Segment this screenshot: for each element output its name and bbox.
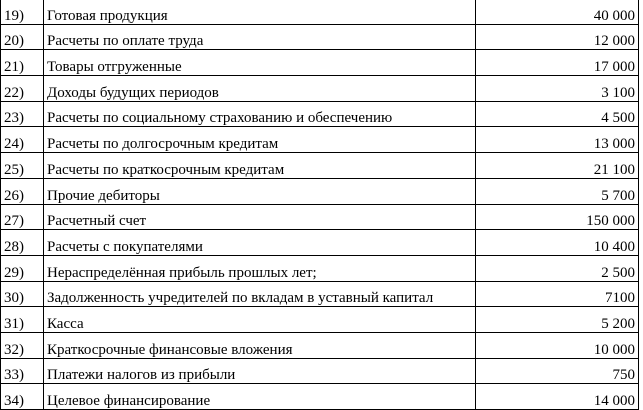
account-amount: 12 000	[476, 24, 639, 50]
row-number: 19)	[1, 0, 44, 24]
row-number: 25)	[1, 153, 44, 179]
account-amount: 21 100	[476, 153, 639, 179]
account-amount: 5 700	[476, 178, 639, 204]
row-number: 27)	[1, 204, 44, 230]
row-number: 31)	[1, 307, 44, 333]
account-name: Прочие дебиторы	[44, 178, 476, 204]
row-number: 26)	[1, 178, 44, 204]
account-amount: 10 400	[476, 230, 639, 256]
account-amount: 2 500	[476, 255, 639, 281]
account-amount: 40 000	[476, 0, 639, 24]
account-amount: 750	[476, 358, 639, 384]
row-number: 23)	[1, 101, 44, 127]
account-name: Доходы будущих периодов	[44, 76, 476, 102]
account-amount: 17 000	[476, 50, 639, 76]
account-name: Расчетный счет	[44, 204, 476, 230]
table-row	[1, 358, 639, 384]
account-amount: 7100	[476, 281, 639, 307]
account-name: Задолженность учредителей по вкладам в уставный капитал	[44, 281, 476, 307]
table-row	[1, 178, 639, 204]
row-number: 32)	[1, 332, 44, 358]
table-row	[1, 384, 639, 410]
accounts-table-body	[1, 0, 639, 410]
table-row	[1, 101, 639, 127]
account-amount: 13 000	[476, 127, 639, 153]
account-name: Платежи налогов из прибыли	[44, 358, 476, 384]
row-number: 33)	[1, 358, 44, 384]
row-number: 29)	[1, 255, 44, 281]
table-row	[1, 24, 639, 50]
table-row	[1, 281, 639, 307]
table-row	[1, 307, 639, 333]
row-number: 22)	[1, 76, 44, 102]
account-name: Касса	[44, 307, 476, 333]
table-row	[1, 230, 639, 256]
row-number: 34)	[1, 384, 44, 410]
account-name: Готовая продукция	[44, 0, 476, 24]
account-amount: 5 200	[476, 307, 639, 333]
account-amount: 4 500	[476, 101, 639, 127]
account-name: Краткосрочные финансовые вложения	[44, 332, 476, 358]
account-name: Расчеты по социальному страхованию и обеспечению	[44, 101, 476, 127]
table-row	[1, 153, 639, 179]
account-name: Нераспределённая прибыль прошлых лет;	[44, 255, 476, 281]
account-name: Расчеты с покупателями	[44, 230, 476, 256]
table-row	[1, 255, 639, 281]
row-number: 20)	[1, 24, 44, 50]
row-number: 30)	[1, 281, 44, 307]
account-name: Товары отгруженные	[44, 50, 476, 76]
table-row	[1, 76, 639, 102]
row-number: 28)	[1, 230, 44, 256]
account-amount: 10 000	[476, 332, 639, 358]
table-row	[1, 50, 639, 76]
table-row	[1, 0, 639, 24]
account-amount: 150 000	[476, 204, 639, 230]
account-name: Расчеты по краткосрочным кредитам	[44, 153, 476, 179]
account-name: Целевое финансирование	[44, 384, 476, 410]
table-row	[1, 204, 639, 230]
row-number: 24)	[1, 127, 44, 153]
account-amount: 3 100	[476, 76, 639, 102]
table-row	[1, 332, 639, 358]
account-name: Расчеты по долгосрочным кредитам	[44, 127, 476, 153]
table-row	[1, 127, 639, 153]
row-number: 21)	[1, 50, 44, 76]
account-name: Расчеты по оплате труда	[44, 24, 476, 50]
account-amount: 14 000	[476, 384, 639, 410]
